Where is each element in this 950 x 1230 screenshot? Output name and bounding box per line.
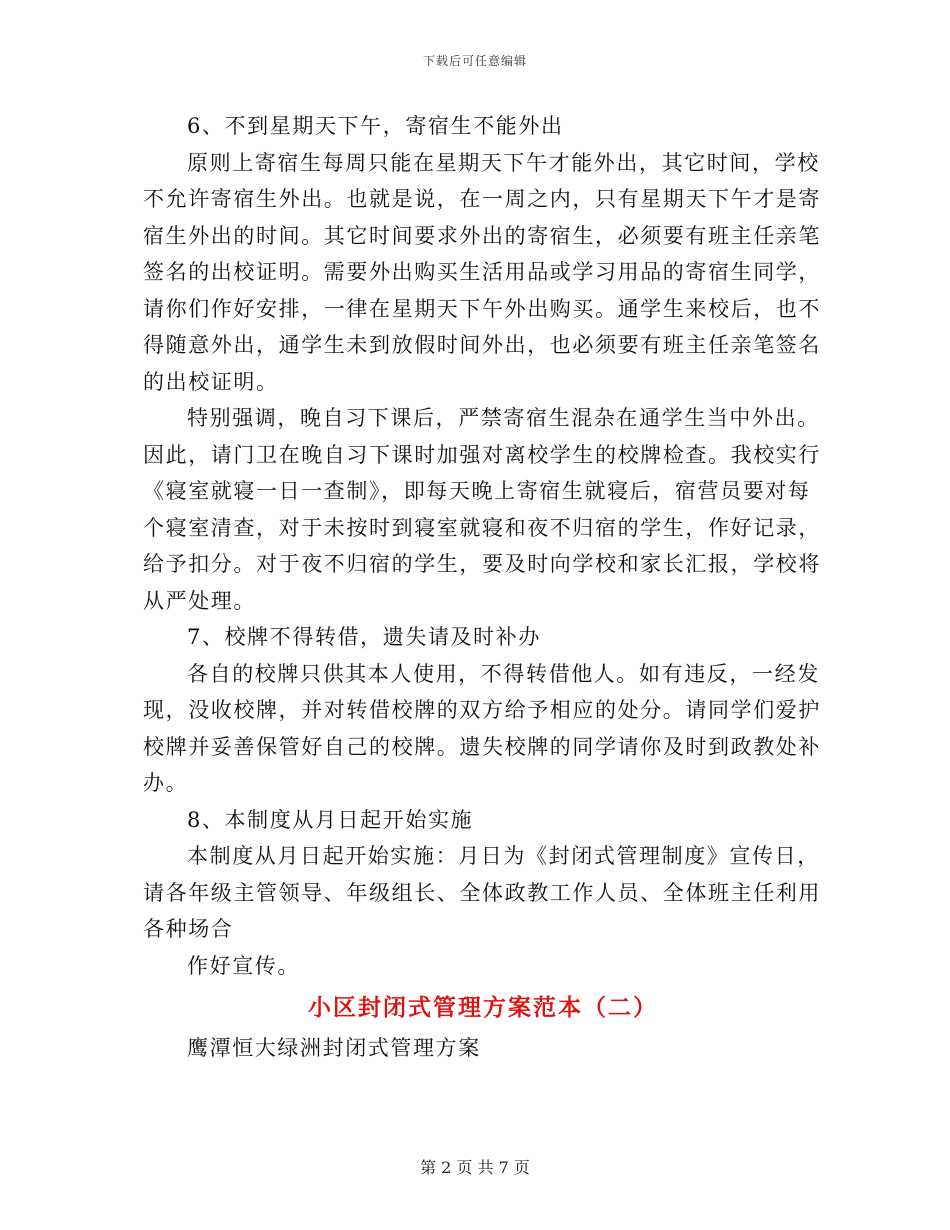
paragraph-line: 办。 [143,771,189,795]
page-footer: 第 2 页 共 7 页 [420,1158,530,1177]
paragraph-line: 的出校证明。 [143,369,279,394]
document-body [143,108,821,1067]
paragraph-line: 各自的校牌只供其本人使用，不得转借他人。如有违反，一经发 [187,661,820,686]
page-header-note: 下载后可任意编辑 [422,54,527,68]
paragraph-line: 不允许寄宿生外出。也就是说，在一周之内，只有星期天下午才是寄 [143,187,821,211]
heading-7: 7、校牌不得转借，遗失请及时补办 [187,625,541,649]
paragraph-line: 本制度从月日起开始实施：月日为《封闭式管理制度》宣传日， [187,844,820,868]
paragraph-line: 各种场合 [143,917,234,941]
paragraph-line: 签名的出校证明。需要外出购买生活用品或学习用品的寄宿生同学， [143,260,821,284]
paragraph-line: 个寝室清查，对于未按时到寝室就寝和夜不归宿的学生，作好记录， [143,515,821,540]
paragraph-line: 特别强调，晚自习下课后，严禁寄宿生混杂在通学生当中外出。 [187,406,820,430]
heading-6: 6、不到星期天下午，寄宿生不能外出 [187,114,564,138]
heading-8: 8、本制度从月日起开始实施 [187,807,474,832]
paragraph-line: 《寝室就寝一日一查制》，即每天晚上寄宿生就寝后，宿营员要对每 [143,479,811,503]
section-title: 小区封闭式管理方案范本（二） [308,994,658,1021]
paragraph-line: 请各年级主管领导、年级组长、全体政教工作人员、全体班主任利用 [143,880,821,905]
paragraph-line: 宿生外出的时间。其它时间要求外出的寄宿生，必须要有班主任亲笔 [143,223,821,248]
paragraph-line: 校牌并妥善保管好自己的校牌。遗失校牌的同学请你及时到政教处补 [143,734,821,759]
paragraph-line: 得随意外出，通学生未到放假时间外出，也必须要有班主任亲笔签名 [143,333,821,357]
paragraph-line: 请你们作好安排，一律在星期天下午外出购买。通学生来校后，也不 [143,296,821,321]
paragraph-line: 现，没收校牌，并对转借校牌的双方给予相应的处分。请同学们爱护 [143,698,821,722]
subtitle-line: 鹰潭恒大绿洲封闭式管理方案 [187,1036,481,1060]
paragraph-line: 作好宣传。 [187,953,300,978]
paragraph-line: 从严处理。 [143,588,256,613]
paragraph-line: 因此，请门卫在晚自习下课时加强对离校学生的校牌检查。我校实行 [143,442,821,467]
paragraph-line: 原则上寄宿生每周只能在星期天下午才能外出，其它时间，学校 [187,150,820,175]
paragraph-line: 给予扣分。对于夜不归宿的学生，要及时向学校和家长汇报，学校将 [143,552,821,576]
